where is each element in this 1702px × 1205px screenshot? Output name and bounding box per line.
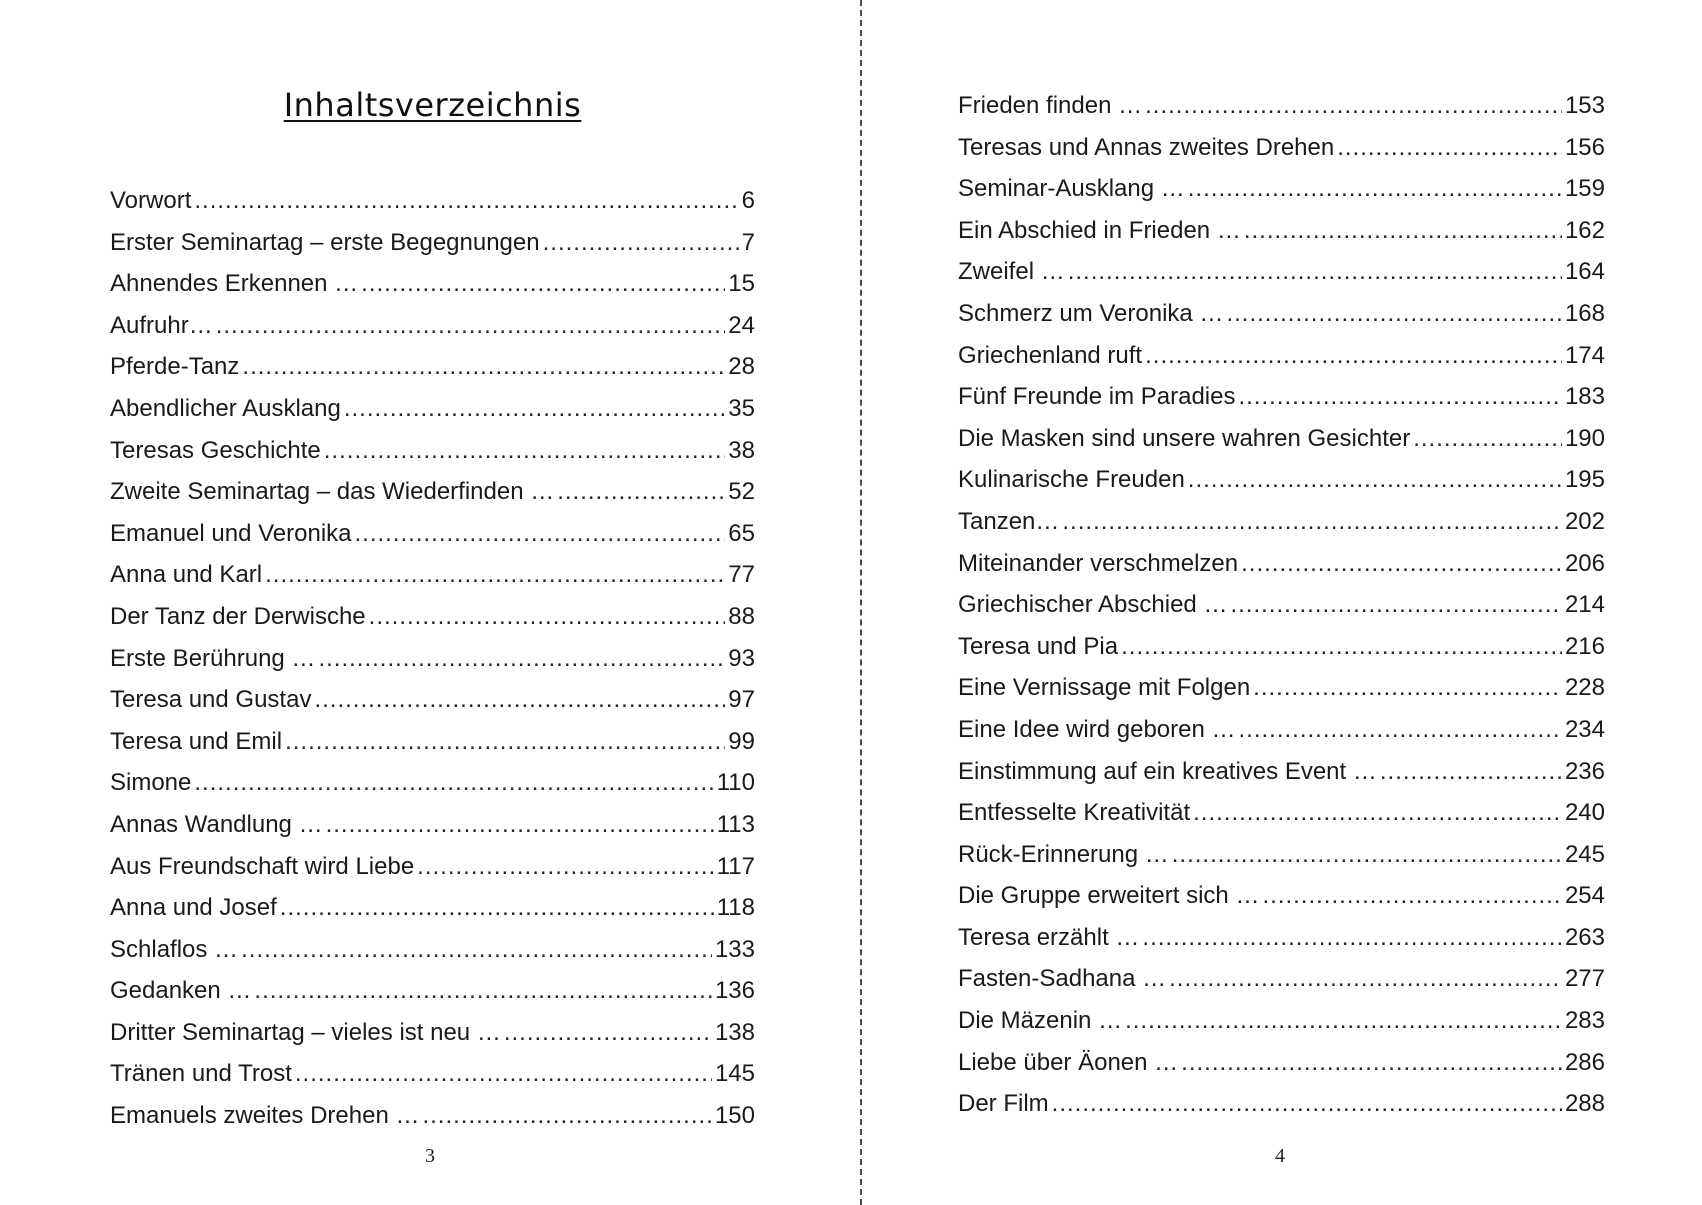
dot-leader <box>1068 251 1562 293</box>
toc-entry-page-number: 99 <box>728 727 755 755</box>
toc-entry <box>110 762 755 804</box>
toc-entry-title: Tanzen… <box>958 507 1060 535</box>
toc-entry-page-number: 133 <box>714 935 755 963</box>
toc-entry-page-number: 38 <box>728 436 755 464</box>
toc-entry <box>110 887 755 929</box>
dot-leader <box>1380 751 1562 793</box>
dot-leader <box>557 471 725 513</box>
toc-entry-page-number: 28 <box>728 353 755 381</box>
toc-entry-title: Tränen und Trost <box>110 1060 292 1088</box>
toc-entry-title: Griechenland ruft <box>958 341 1143 369</box>
toc-entry-page-number: 174 <box>1564 341 1605 369</box>
dot-leader <box>417 846 714 888</box>
toc-entry-page-number: 138 <box>714 1018 755 1046</box>
toc-entry <box>110 554 755 596</box>
toc-entry-page-number: 117 <box>716 852 755 880</box>
dot-leader <box>194 180 738 222</box>
dot-leader <box>254 970 712 1012</box>
toc-entry-title: Anna und Karl <box>110 561 263 589</box>
toc-entry-page-number: 277 <box>1564 965 1605 993</box>
toc-entry-page-number: 145 <box>714 1060 755 1088</box>
toc-entry-page-number: 110 <box>716 769 755 797</box>
toc-entry-title: Der Film <box>958 1090 1049 1118</box>
toc-entry-page-number: 236 <box>1564 757 1605 785</box>
toc-entry <box>110 1012 755 1054</box>
toc-entry <box>110 1095 755 1137</box>
page-number-left: 3 <box>425 1145 435 1167</box>
toc-entry <box>110 929 755 971</box>
toc-entry-page-number: 35 <box>728 394 755 422</box>
toc-entry-title: Die Masken sind unsere wahren Gesichter <box>958 424 1411 452</box>
toc-entry-title: Aufruhr… <box>110 311 213 339</box>
toc-entry <box>958 335 1605 377</box>
toc-entry-title: Eine Vernissage mit Folgen <box>958 674 1251 702</box>
toc-entry <box>110 638 755 680</box>
toc-entry-page-number: 159 <box>1564 175 1605 203</box>
toc-entry-page-number: 77 <box>728 561 755 589</box>
toc-entry-page-number: 286 <box>1564 1048 1605 1076</box>
toc-entry-title: Frieden finden … <box>958 92 1143 119</box>
toc-entry <box>958 875 1605 917</box>
dot-leader <box>1052 1083 1562 1125</box>
toc-entry <box>110 1053 755 1095</box>
toc-entry <box>958 210 1605 252</box>
toc-entry <box>110 222 755 264</box>
toc-entry-title: Ahnendes Erkennen … <box>110 270 359 298</box>
toc-entry-title: Emanuels zweites Drehen … <box>110 1102 420 1130</box>
toc-entry <box>110 970 755 1012</box>
toc-entry-title: Teresa und Gustav <box>110 686 312 714</box>
toc-entry-page-number: 183 <box>1564 383 1605 411</box>
toc-entry-page-number: 6 <box>741 187 755 214</box>
toc-entry-title: Einstimmung auf ein kreatives Event … <box>958 757 1377 785</box>
dot-leader <box>1230 584 1562 626</box>
toc-entry-page-number: 216 <box>1564 632 1605 660</box>
toc-entry-page-number: 206 <box>1564 549 1605 577</box>
page-number-right: 4 <box>1275 1145 1285 1167</box>
dot-leader <box>1188 168 1562 210</box>
toc-entry-page-number: 7 <box>741 228 755 256</box>
toc-entry-page-number: 93 <box>728 644 755 672</box>
toc-title: Inhaltsverzeichnis <box>283 86 582 124</box>
dot-leader <box>1226 293 1562 335</box>
toc-entry-title: Seminar-Ausklang … <box>958 175 1185 203</box>
toc-entry <box>110 679 755 721</box>
toc-entry <box>958 709 1605 751</box>
dot-leader <box>1262 875 1562 917</box>
toc-entry-title: Pferde-Tanz <box>110 353 240 381</box>
toc-entry-page-number: 202 <box>1564 507 1605 535</box>
toc-entry-title: Liebe über Äonen … <box>958 1048 1179 1076</box>
toc-entry <box>958 127 1605 169</box>
toc-entry <box>958 543 1605 585</box>
toc-entry-page-number: 162 <box>1564 216 1605 244</box>
toc-entry-title: Teresas und Annas zweites Drehen <box>958 133 1335 161</box>
toc-entry-page-number: 245 <box>1564 840 1605 868</box>
dot-leader <box>1337 127 1562 169</box>
dot-leader <box>355 513 726 555</box>
toc-entry <box>110 180 755 222</box>
toc-entry-title: Vorwort <box>110 187 192 214</box>
toc-entry-title: Teresas Geschichte <box>110 436 321 464</box>
toc-entry-page-number: 150 <box>714 1102 755 1130</box>
dot-leader <box>1145 85 1562 127</box>
dot-leader <box>295 1053 712 1095</box>
toc-entry-title: Erster Seminartag – erste Begegnungen <box>110 228 540 256</box>
toc-entry-page-number: 263 <box>1564 923 1605 951</box>
toc-entry-page-number: 234 <box>1564 715 1605 743</box>
dot-leader <box>265 554 725 596</box>
dot-leader <box>543 222 739 264</box>
toc-entry <box>958 85 1605 127</box>
toc-entry-page-number: 228 <box>1564 674 1605 702</box>
toc-entry-title: Entfesselte Kreativität <box>958 799 1191 827</box>
toc-entry-title: Emanuel und Veronika <box>110 519 352 547</box>
dot-leader <box>318 638 725 680</box>
toc-entry-page-number: 88 <box>728 602 755 630</box>
toc-entry <box>958 667 1605 709</box>
dot-leader <box>242 346 725 388</box>
dot-leader <box>344 388 725 430</box>
toc-entry <box>110 596 755 638</box>
right-page <box>860 0 1702 1205</box>
dot-leader <box>361 263 725 305</box>
dot-leader <box>1172 834 1562 876</box>
toc-entry <box>958 501 1605 543</box>
toc-entry-page-number: 153 <box>1564 92 1605 119</box>
toc-entry-page-number: 113 <box>716 810 755 838</box>
dot-leader <box>326 804 714 846</box>
toc-entry-page-number: 24 <box>728 311 755 339</box>
dot-leader <box>241 929 712 971</box>
toc-entry <box>110 305 755 347</box>
toc-entry <box>958 459 1605 501</box>
dot-leader <box>1121 626 1562 668</box>
dot-leader <box>285 721 725 763</box>
toc-entry-title: Ein Abschied in Frieden … <box>958 216 1241 244</box>
toc-entry <box>958 251 1605 293</box>
toc-entry-page-number: 118 <box>716 894 755 922</box>
toc-entry-title: Die Gruppe erweitert sich … <box>958 882 1260 910</box>
dot-leader <box>194 762 713 804</box>
toc-entry-page-number: 190 <box>1564 424 1605 452</box>
toc-entry-title: Fasten-Sadhana … <box>958 965 1167 993</box>
toc-entry-page-number: 168 <box>1564 299 1605 327</box>
toc-entry-page-number: 52 <box>728 478 755 506</box>
toc-entry <box>958 751 1605 793</box>
toc-entry <box>110 471 755 513</box>
toc-entry-page-number: 136 <box>714 977 755 1005</box>
dot-leader <box>1142 917 1562 959</box>
toc-entry-title: Gedanken … <box>110 977 252 1005</box>
toc-entry-page-number: 97 <box>728 686 755 714</box>
dot-leader <box>504 1012 712 1054</box>
toc-entry <box>958 1042 1605 1084</box>
toc-entry-title: Erste Berührung … <box>110 644 316 672</box>
toc-entry <box>958 168 1605 210</box>
dot-leader <box>280 887 714 929</box>
toc-entry-page-number: 65 <box>728 519 755 547</box>
toc-entry <box>110 513 755 555</box>
toc-entry-page-number: 156 <box>1564 133 1605 161</box>
dot-leader <box>1244 210 1562 252</box>
dot-leader <box>1181 1042 1562 1084</box>
toc-entry-page-number: 15 <box>728 270 755 298</box>
toc-entry-title: Eine Idee wird geboren … <box>958 715 1236 743</box>
toc-entry-title: Annas Wandlung … <box>110 810 323 838</box>
dot-leader <box>1145 335 1562 377</box>
toc-entry-title: Miteinander verschmelzen <box>958 549 1239 577</box>
toc-entry-page-number: 240 <box>1564 799 1605 827</box>
dot-leader <box>1413 418 1562 460</box>
toc-entry-page-number: 288 <box>1564 1090 1605 1118</box>
toc-entry <box>958 1000 1605 1042</box>
dot-leader <box>422 1095 711 1137</box>
toc-entry-title: Simone <box>110 769 192 797</box>
dot-leader <box>1125 1000 1562 1042</box>
toc-entry <box>110 721 755 763</box>
toc-entry <box>110 430 755 472</box>
toc-entry-title: Dritter Seminartag – vieles ist neu … <box>110 1018 501 1046</box>
toc-entry <box>958 792 1605 834</box>
toc-entry-title: Griechischer Abschied … <box>958 591 1228 619</box>
toc-entry <box>110 388 755 430</box>
toc-entry-page-number: 195 <box>1564 466 1605 494</box>
toc-entry <box>110 846 755 888</box>
toc-entry-page-number: 214 <box>1564 591 1605 619</box>
toc-entry-page-number: 164 <box>1564 258 1605 286</box>
toc-entry <box>958 917 1605 959</box>
dot-leader <box>314 679 725 721</box>
toc-entry-title: Fünf Freunde im Paradies <box>958 383 1236 411</box>
toc-entry <box>110 804 755 846</box>
toc-entry-title: Kulinarische Freuden <box>958 466 1185 494</box>
dot-leader <box>1238 376 1561 418</box>
toc-entry <box>958 626 1605 668</box>
toc-entry <box>110 263 755 305</box>
toc-entry-page-number: 254 <box>1564 882 1605 910</box>
toc-entry-title: Anna und Josef <box>110 894 277 922</box>
toc-entry-title: Rück-Erinnerung … <box>958 840 1169 868</box>
dot-leader <box>324 430 726 472</box>
toc-entry-title: Teresa erzählt … <box>958 923 1140 951</box>
toc-list-left <box>110 180 755 1137</box>
toc-entry-title: Die Mäzenin … <box>958 1007 1123 1035</box>
dot-leader <box>1188 459 1562 501</box>
toc-entry-page-number: 283 <box>1564 1007 1605 1035</box>
toc-entry <box>958 1083 1605 1125</box>
toc-entry-title: Aus Freundschaft wird Liebe <box>110 852 415 880</box>
toc-entry-title: Abendlicher Ausklang <box>110 394 341 422</box>
toc-entry-title: Teresa und Pia <box>958 632 1119 660</box>
dot-leader <box>369 596 726 638</box>
toc-entry-title: Der Tanz der Derwische <box>110 602 366 630</box>
toc-entry-title: Zweite Seminartag – das Wiederfinden … <box>110 478 555 506</box>
toc-entry <box>958 376 1605 418</box>
dot-leader <box>1239 709 1562 751</box>
toc-entry <box>110 346 755 388</box>
toc-entry <box>958 293 1605 335</box>
dot-leader <box>1193 792 1562 834</box>
toc-entry <box>958 418 1605 460</box>
dot-leader <box>216 305 726 347</box>
toc-entry <box>958 958 1605 1000</box>
dot-leader <box>1062 501 1562 543</box>
toc-entry-title: Zweifel … <box>958 258 1065 286</box>
toc-entry-title: Schlaflos … <box>110 935 239 963</box>
toc-list-right <box>958 85 1605 1125</box>
toc-entry <box>958 834 1605 876</box>
dot-leader <box>1241 543 1562 585</box>
dot-leader <box>1253 667 1562 709</box>
toc-entry-title: Teresa und Emil <box>110 727 283 755</box>
toc-entry <box>958 584 1605 626</box>
dot-leader <box>1169 958 1562 1000</box>
toc-entry-title: Schmerz um Veronika … <box>958 299 1224 327</box>
